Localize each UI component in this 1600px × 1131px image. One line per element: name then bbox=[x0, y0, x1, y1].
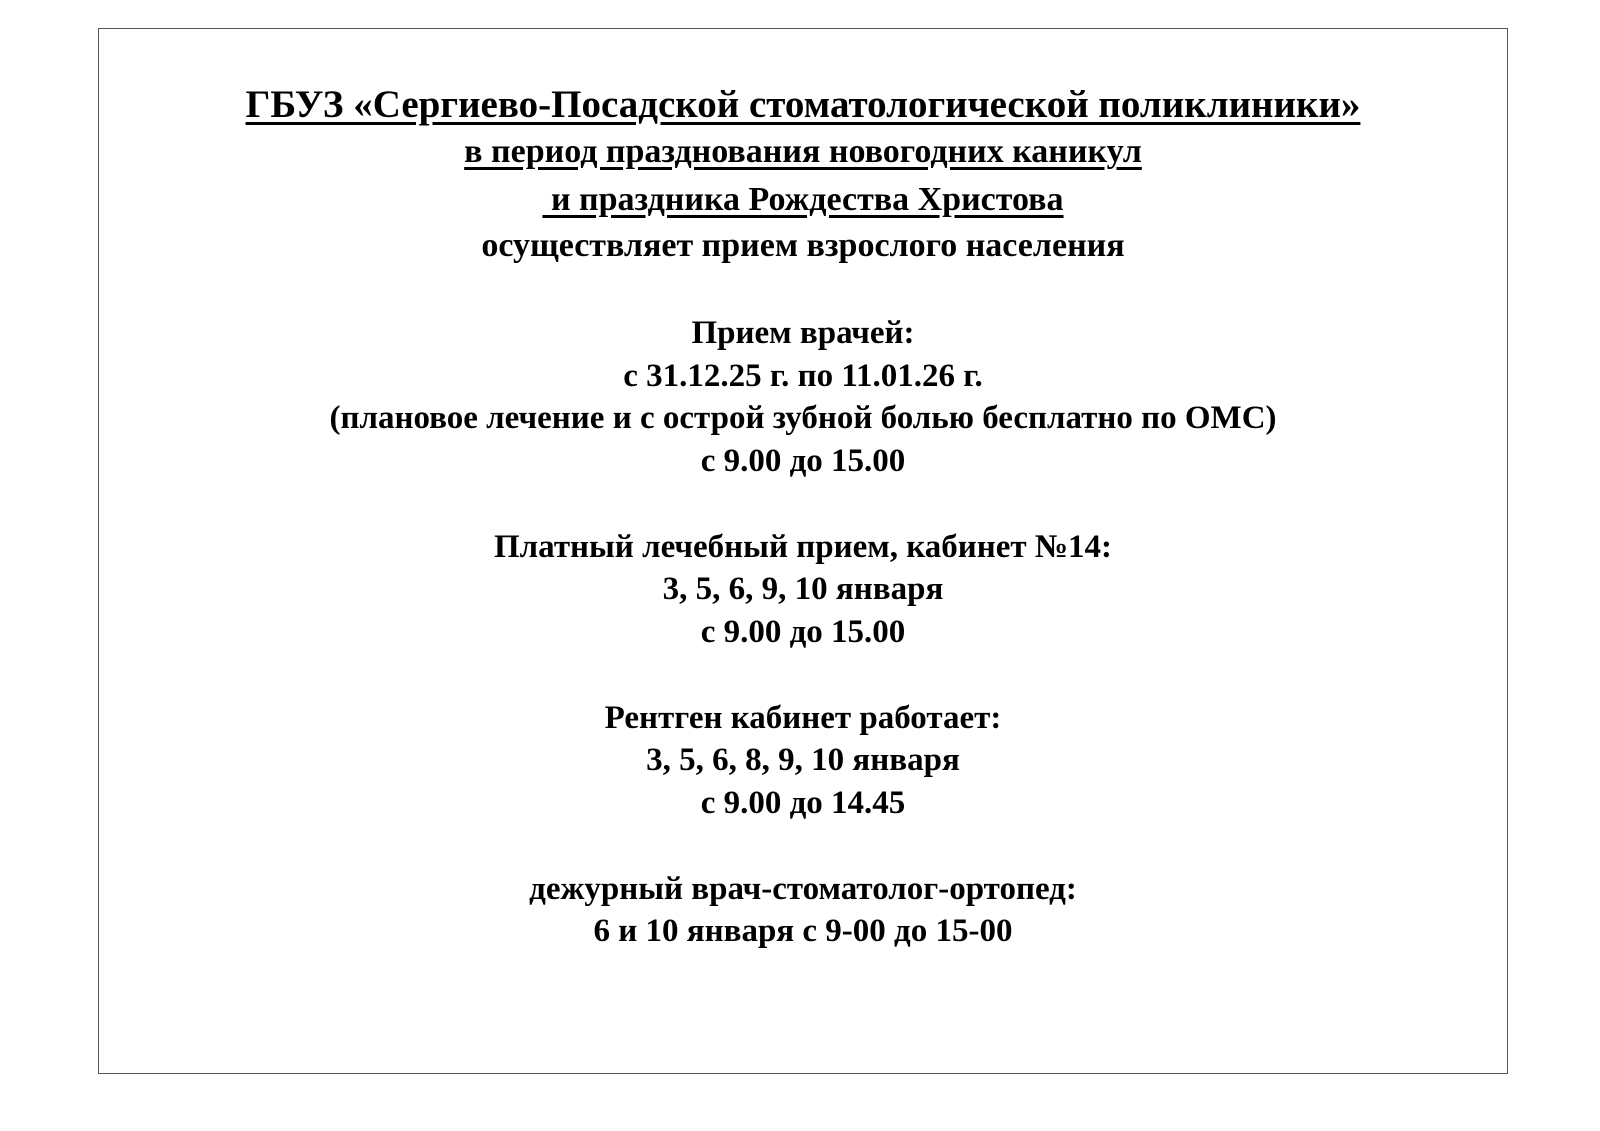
orthopedist-schedule: 6 и 10 января с 9-00 до 15-00 bbox=[593, 913, 1013, 949]
doctors-dates: с 31.12.25 г. по 11.01.26 г. bbox=[623, 358, 983, 394]
reception-intro: осуществляет прием взрослого населения bbox=[481, 227, 1125, 264]
doctors-hours: с 9.00 до 15.00 bbox=[700, 443, 906, 479]
doctors-note: (плановое лечение и с острой зубной болью бесплатно по ОМС) bbox=[329, 400, 1277, 436]
paid-hours: с 9.00 до 15.00 bbox=[700, 614, 906, 650]
holiday-period-line: в период празднования новогодних каникул bbox=[464, 133, 1142, 170]
xray-heading: Рентген кабинет работает: bbox=[604, 700, 1002, 736]
xray-hours: с 9.00 до 14.45 bbox=[700, 785, 906, 821]
clinic-title: ГБУЗ «Сергиево-Посадской стоматологической поликлиники» bbox=[245, 83, 1361, 126]
xray-dates: 3, 5, 6, 8, 9, 10 января bbox=[646, 742, 960, 778]
paid-heading: Платный лечебный прием, кабинет №14: bbox=[493, 529, 1113, 565]
paid-dates: 3, 5, 6, 9, 10 января bbox=[662, 571, 944, 607]
orthopedist-heading: дежурный врач-стоматолог-ортопед: bbox=[529, 871, 1077, 907]
christmas-line: и праздника Рождества Христова bbox=[542, 181, 1064, 218]
doctors-heading: Прием врачей: bbox=[691, 315, 915, 351]
